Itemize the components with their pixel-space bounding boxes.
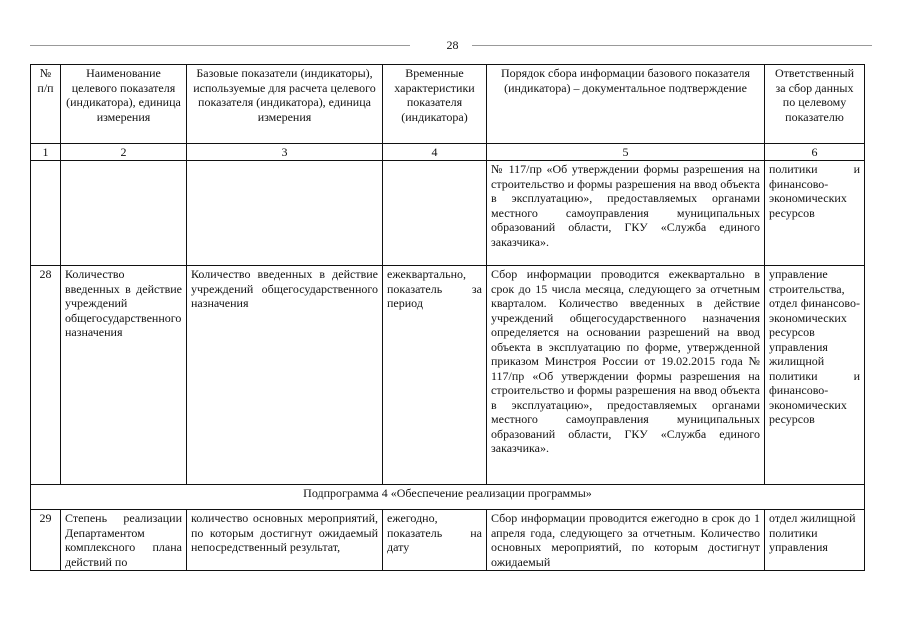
subprogram-row (31, 485, 865, 510)
scan-line-left (30, 45, 410, 46)
indicator-name (61, 161, 187, 266)
indicator-name: Количество введенных в действие учреждений общегосударственного назначения (61, 266, 187, 485)
responsible: отдел жилищной политики управления (765, 510, 865, 571)
responsible: политики и финансово-экономических ресурсов (765, 161, 865, 266)
table-row (31, 266, 865, 485)
column-number: 1 (31, 144, 61, 161)
column-number: 4 (383, 144, 487, 161)
table-row (31, 510, 865, 571)
column-number: 3 (187, 144, 383, 161)
header-cell: Наименование целевого показателя (индикатора), единица измерения (61, 65, 187, 144)
base-indicator (187, 161, 383, 266)
indicator-name: Степень реализации Департаментом комплексного плана действий по (61, 510, 187, 571)
subprogram-title: Подпрограмма 4 «Обеспечение реализации программы» (31, 485, 865, 510)
row-number: 29 (31, 510, 61, 571)
row-number (31, 161, 61, 266)
scan-line-right (472, 45, 872, 46)
table-row (31, 161, 865, 266)
header-cell: Базовые показатели (индикаторы), используемые для расчета целевого показателя (индикатора), единица измерения (187, 65, 383, 144)
column-number: 5 (487, 144, 765, 161)
time-characteristics: ежеквартально, показатель за период (383, 266, 487, 485)
collection-order: № 117/пр «Об утверждении формы разрешения на строительство и формы разрешения на ввод объекта в эксплуатацию», предоставляемых органами местного самоуправления муниципальных образований области, ГКУ «Служба единого заказчика». (487, 161, 765, 266)
collection-order: Сбор информации проводится ежеквартально в срок до 15 числа месяца, следующего за отчетным кварталом. Количество введенных в действие учреждений общегосударственного назначения определяется на основании разрешений на ввод объекта в эксплуатацию по форме, утвержденной приказом Минстроя России от 19.02.2015 года № 117/пр «Об утверждении формы разрешения на строительство и формы разрешения на ввод объекта в эксплуатацию», предоставляемых органами местного самоуправления муниципальных образований области, ГКУ «Служба единого заказчика». (487, 266, 765, 485)
header-cell: № п/п (31, 65, 61, 144)
row-number: 28 (31, 266, 61, 485)
base-indicator: количество основных мероприятий, по которым достигнут ожидаемый непосредственный результат, (187, 510, 383, 571)
responsible: управление строительства, отдел финансово-экономических ресурсов управления жилищной политики и финансово-экономических ресурсов (765, 266, 865, 485)
collection-order: Сбор информации проводится ежегодно в срок до 1 апреля года, следующего за отчетным. Количество основных мероприятий, по которым достигнут ожидаемый (487, 510, 765, 571)
column-number: 6 (765, 144, 865, 161)
header-cell: Временные характеристики показателя (индикатора) (383, 65, 487, 144)
column-number-row (31, 144, 865, 161)
indicator-table (30, 64, 865, 571)
page-number: 28 (446, 38, 459, 52)
base-indicator: Количество введенных в действие учреждений общегосударственного назначения (187, 266, 383, 485)
table-header-row (31, 65, 865, 144)
time-characteristics: ежегодно, показатель на дату (383, 510, 487, 571)
header-cell: Ответственный за сбор данных по целевому показателю (765, 65, 865, 144)
column-number: 2 (61, 144, 187, 161)
header-cell: Порядок сбора информации базового показателя (индикатора) – документальное подтверждение (487, 65, 765, 144)
time-characteristics (383, 161, 487, 266)
